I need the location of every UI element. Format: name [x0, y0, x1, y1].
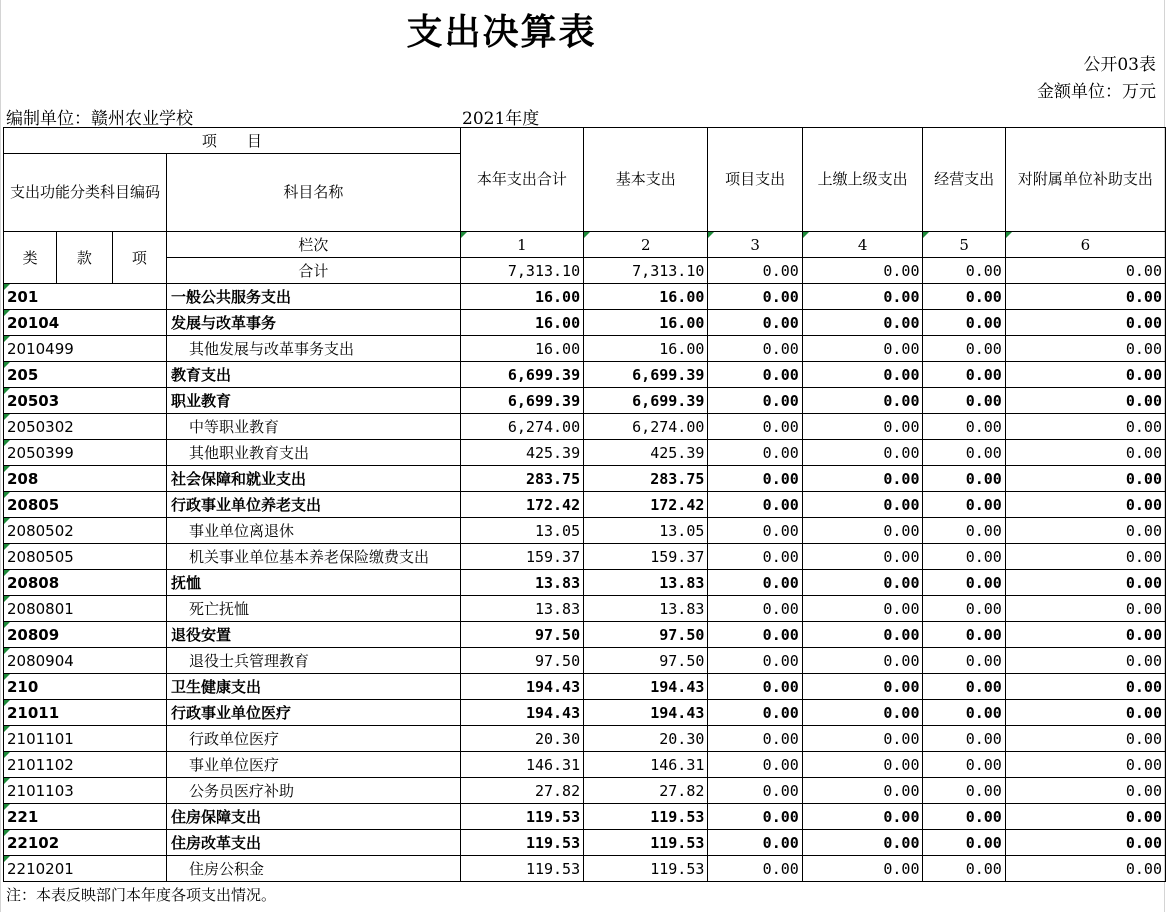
row-code: 210	[4, 674, 167, 700]
organization-label: 编制单位：赣州农业学校	[6, 109, 193, 129]
row-value-3: 0.00	[708, 414, 802, 440]
row-value-6: 0.00	[1005, 674, 1165, 700]
row-value-2: 283.75	[584, 466, 708, 492]
row-value-3: 0.00	[708, 596, 802, 622]
header-xiang: 项	[112, 232, 166, 284]
row-value-4: 0.00	[802, 466, 923, 492]
row-value-1: 159.37	[460, 544, 583, 570]
row-value-1: 119.53	[460, 856, 583, 882]
row-value-1: 172.42	[460, 492, 583, 518]
row-value-6: 0.00	[1005, 648, 1165, 674]
table-row	[4, 414, 1166, 440]
table-row	[4, 284, 1166, 310]
row-value-5: 0.00	[923, 492, 1005, 518]
row-value-3: 0.00	[708, 284, 802, 310]
row-value-6: 0.00	[1005, 362, 1165, 388]
row-value-4: 0.00	[802, 596, 923, 622]
row-value-6: 0.00	[1005, 726, 1165, 752]
row-code: 20809	[4, 622, 167, 648]
row-code: 22102	[4, 830, 167, 856]
col-number-6: 6	[1005, 232, 1165, 258]
row-value-1: 194.43	[460, 674, 583, 700]
table-row	[4, 674, 1166, 700]
row-code: 21011	[4, 700, 167, 726]
row-value-4: 0.00	[802, 674, 923, 700]
row-value-4: 0.00	[802, 518, 923, 544]
col-number-3: 3	[708, 232, 802, 258]
row-value-3: 0.00	[708, 544, 802, 570]
row-value-2: 13.83	[584, 596, 708, 622]
table-row	[4, 830, 1166, 856]
row-value-3: 0.00	[708, 466, 802, 492]
total-value-3: 0.00	[708, 258, 802, 284]
col-number-2: 2	[584, 232, 708, 258]
row-value-2: 16.00	[584, 336, 708, 362]
row-code: 2050302	[4, 414, 167, 440]
expenditure-table	[3, 127, 1166, 882]
row-value-1: 16.00	[460, 336, 583, 362]
row-value-5: 0.00	[923, 570, 1005, 596]
row-value-4: 0.00	[802, 856, 923, 882]
row-value-5: 0.00	[923, 804, 1005, 830]
row-value-6: 0.00	[1005, 544, 1165, 570]
row-subject-name: 退役安置	[167, 622, 461, 648]
row-value-2: 172.42	[584, 492, 708, 518]
row-value-5: 0.00	[923, 544, 1005, 570]
row-value-3: 0.00	[708, 336, 802, 362]
row-value-1: 283.75	[460, 466, 583, 492]
row-value-3: 0.00	[708, 570, 802, 596]
total-value-1: 7,313.10	[460, 258, 583, 284]
row-value-3: 0.00	[708, 674, 802, 700]
row-code: 2010499	[4, 336, 167, 362]
row-value-2: 13.05	[584, 518, 708, 544]
row-value-2: 97.50	[584, 648, 708, 674]
row-value-2: 119.53	[584, 830, 708, 856]
table-row	[4, 310, 1166, 336]
row-value-2: 27.82	[584, 778, 708, 804]
row-value-4: 0.00	[802, 388, 923, 414]
row-value-1: 20.30	[460, 726, 583, 752]
header-col-basic: 基本支出	[584, 128, 708, 232]
table-row	[4, 362, 1166, 388]
row-value-3: 0.00	[708, 856, 802, 882]
row-subject-name: 抚恤	[167, 570, 461, 596]
row-value-1: 97.50	[460, 648, 583, 674]
row-value-2: 146.31	[584, 752, 708, 778]
header-item: 项 目	[4, 128, 461, 154]
table-row	[4, 648, 1166, 674]
row-value-6: 0.00	[1005, 596, 1165, 622]
row-value-6: 0.00	[1005, 414, 1165, 440]
row-value-6: 0.00	[1005, 284, 1165, 310]
row-value-4: 0.00	[802, 622, 923, 648]
row-value-3: 0.00	[708, 440, 802, 466]
footnote: 注：本表反映部门本年度各项支出情况。	[6, 886, 277, 904]
row-value-2: 119.53	[584, 804, 708, 830]
row-value-5: 0.00	[923, 310, 1005, 336]
row-value-6: 0.00	[1005, 804, 1165, 830]
row-value-2: 16.00	[584, 310, 708, 336]
row-value-3: 0.00	[708, 700, 802, 726]
row-value-2: 159.37	[584, 544, 708, 570]
row-subject-name: 职业教育	[167, 388, 461, 414]
row-value-2: 119.53	[584, 856, 708, 882]
row-value-1: 13.83	[460, 570, 583, 596]
row-value-6: 0.00	[1005, 310, 1165, 336]
row-value-3: 0.00	[708, 830, 802, 856]
row-value-1: 97.50	[460, 622, 583, 648]
total-value-4: 0.00	[802, 258, 923, 284]
row-subject-name: 一般公共服务支出	[167, 284, 461, 310]
table-row	[4, 596, 1166, 622]
row-value-1: 119.53	[460, 830, 583, 856]
row-value-4: 0.00	[802, 570, 923, 596]
row-value-4: 0.00	[802, 544, 923, 570]
header-col-remit: 上缴上级支出	[802, 128, 923, 232]
total-value-5: 0.00	[923, 258, 1005, 284]
header-kuan: 款	[57, 232, 113, 284]
header-lanci: 栏次	[167, 232, 461, 258]
row-value-1: 194.43	[460, 700, 583, 726]
row-value-3: 0.00	[708, 518, 802, 544]
row-value-6: 0.00	[1005, 752, 1165, 778]
table-row	[4, 466, 1166, 492]
row-value-1: 6,274.00	[460, 414, 583, 440]
row-value-2: 194.43	[584, 674, 708, 700]
row-value-2: 16.00	[584, 284, 708, 310]
row-value-5: 0.00	[923, 674, 1005, 700]
row-value-2: 6,699.39	[584, 362, 708, 388]
row-value-4: 0.00	[802, 778, 923, 804]
header-subject-name: 科目名称	[167, 154, 461, 232]
row-value-4: 0.00	[802, 414, 923, 440]
total-value-6: 0.00	[1005, 258, 1165, 284]
row-value-1: 425.39	[460, 440, 583, 466]
row-value-5: 0.00	[923, 596, 1005, 622]
row-value-3: 0.00	[708, 388, 802, 414]
table-row	[4, 544, 1166, 570]
row-value-1: 27.82	[460, 778, 583, 804]
table-row	[4, 492, 1166, 518]
row-code: 2080801	[4, 596, 167, 622]
row-code: 2080904	[4, 648, 167, 674]
header-lei: 类	[4, 232, 57, 284]
row-subject-name: 其他职业教育支出	[167, 440, 461, 466]
table-row	[4, 778, 1166, 804]
row-value-2: 194.43	[584, 700, 708, 726]
row-value-5: 0.00	[923, 648, 1005, 674]
row-value-4: 0.00	[802, 830, 923, 856]
table-row	[4, 700, 1166, 726]
row-code: 20104	[4, 310, 167, 336]
row-value-5: 0.00	[923, 336, 1005, 362]
row-value-2: 6,274.00	[584, 414, 708, 440]
row-value-4: 0.00	[802, 492, 923, 518]
table-row	[4, 440, 1166, 466]
row-value-3: 0.00	[708, 492, 802, 518]
table-row	[4, 518, 1166, 544]
row-value-5: 0.00	[923, 622, 1005, 648]
row-value-2: 425.39	[584, 440, 708, 466]
form-code: 公开03表	[1083, 55, 1156, 75]
row-code: 20805	[4, 492, 167, 518]
row-subject-name: 事业单位离退休	[167, 518, 461, 544]
total-label: 合计	[167, 258, 461, 284]
row-value-3: 0.00	[708, 648, 802, 674]
col-number-5: 5	[923, 232, 1005, 258]
row-value-5: 0.00	[923, 414, 1005, 440]
col-number-1: 1	[460, 232, 583, 258]
row-code: 2210201	[4, 856, 167, 882]
row-value-5: 0.00	[923, 440, 1005, 466]
row-value-6: 0.00	[1005, 700, 1165, 726]
row-subject-name: 行政事业单位养老支出	[167, 492, 461, 518]
table-row	[4, 570, 1166, 596]
page-title: 支出决算表	[406, 12, 597, 53]
amount-unit: 金额单位：万元	[1037, 82, 1156, 102]
row-value-1: 119.53	[460, 804, 583, 830]
row-value-3: 0.00	[708, 804, 802, 830]
row-value-6: 0.00	[1005, 622, 1165, 648]
row-subject-name: 住房改革支出	[167, 830, 461, 856]
total-value-2: 7,313.10	[584, 258, 708, 284]
header-func-code: 支出功能分类科目编码	[4, 154, 167, 232]
row-value-1: 13.05	[460, 518, 583, 544]
row-code: 208	[4, 466, 167, 492]
row-value-1: 16.00	[460, 310, 583, 336]
row-subject-name: 公务员医疗补助	[167, 778, 461, 804]
table-row	[4, 388, 1166, 414]
row-value-5: 0.00	[923, 466, 1005, 492]
row-value-6: 0.00	[1005, 830, 1165, 856]
row-value-3: 0.00	[708, 778, 802, 804]
row-value-2: 97.50	[584, 622, 708, 648]
row-code: 2050399	[4, 440, 167, 466]
row-code: 20503	[4, 388, 167, 414]
fiscal-year: 2021年度	[462, 109, 540, 129]
row-subject-name: 机关事业单位基本养老保险缴费支出	[167, 544, 461, 570]
row-value-3: 0.00	[708, 362, 802, 388]
row-code: 20808	[4, 570, 167, 596]
row-value-6: 0.00	[1005, 466, 1165, 492]
row-subject-name: 事业单位医疗	[167, 752, 461, 778]
header-col-project: 项目支出	[708, 128, 802, 232]
row-value-1: 13.83	[460, 596, 583, 622]
row-value-5: 0.00	[923, 856, 1005, 882]
row-value-4: 0.00	[802, 804, 923, 830]
row-value-3: 0.00	[708, 622, 802, 648]
row-value-4: 0.00	[802, 648, 923, 674]
row-value-2: 13.83	[584, 570, 708, 596]
sheet-left-gridline	[0, 0, 1, 912]
row-value-4: 0.00	[802, 362, 923, 388]
row-subject-name: 退役士兵管理教育	[167, 648, 461, 674]
row-code: 2101102	[4, 752, 167, 778]
col-number-4: 4	[802, 232, 923, 258]
row-subject-name: 住房公积金	[167, 856, 461, 882]
row-value-5: 0.00	[923, 830, 1005, 856]
row-subject-name: 中等职业教育	[167, 414, 461, 440]
row-value-5: 0.00	[923, 752, 1005, 778]
row-subject-name: 行政事业单位医疗	[167, 700, 461, 726]
row-value-6: 0.00	[1005, 570, 1165, 596]
row-value-2: 20.30	[584, 726, 708, 752]
row-value-1: 6,699.39	[460, 362, 583, 388]
table-row	[4, 622, 1166, 648]
row-subject-name: 教育支出	[167, 362, 461, 388]
row-value-1: 146.31	[460, 752, 583, 778]
row-value-4: 0.00	[802, 440, 923, 466]
row-value-5: 0.00	[923, 700, 1005, 726]
row-subject-name: 卫生健康支出	[167, 674, 461, 700]
row-subject-name: 其他发展与改革事务支出	[167, 336, 461, 362]
row-value-4: 0.00	[802, 310, 923, 336]
row-value-3: 0.00	[708, 726, 802, 752]
row-subject-name: 住房保障支出	[167, 804, 461, 830]
row-code: 2101103	[4, 778, 167, 804]
row-value-3: 0.00	[708, 752, 802, 778]
header-col-operating: 经营支出	[923, 128, 1005, 232]
row-code: 2080505	[4, 544, 167, 570]
row-value-5: 0.00	[923, 284, 1005, 310]
row-value-4: 0.00	[802, 336, 923, 362]
row-code: 221	[4, 804, 167, 830]
row-value-2: 6,699.39	[584, 388, 708, 414]
row-value-6: 0.00	[1005, 440, 1165, 466]
row-code: 201	[4, 284, 167, 310]
table-row	[4, 726, 1166, 752]
row-value-5: 0.00	[923, 778, 1005, 804]
row-value-6: 0.00	[1005, 518, 1165, 544]
row-subject-name: 死亡抚恤	[167, 596, 461, 622]
row-value-4: 0.00	[802, 700, 923, 726]
row-value-4: 0.00	[802, 284, 923, 310]
row-subject-name: 发展与改革事务	[167, 310, 461, 336]
row-value-5: 0.00	[923, 362, 1005, 388]
row-value-6: 0.00	[1005, 388, 1165, 414]
row-value-6: 0.00	[1005, 778, 1165, 804]
row-value-6: 0.00	[1005, 856, 1165, 882]
row-subject-name: 行政单位医疗	[167, 726, 461, 752]
row-code: 205	[4, 362, 167, 388]
row-value-1: 6,699.39	[460, 388, 583, 414]
table-row	[4, 804, 1166, 830]
table-row	[4, 856, 1166, 882]
row-value-1: 16.00	[460, 284, 583, 310]
row-code: 2080502	[4, 518, 167, 544]
row-value-3: 0.00	[708, 310, 802, 336]
row-value-6: 0.00	[1005, 492, 1165, 518]
header-col-total: 本年支出合计	[460, 128, 583, 232]
row-code: 2101101	[4, 726, 167, 752]
table-row	[4, 752, 1166, 778]
row-value-5: 0.00	[923, 518, 1005, 544]
row-value-5: 0.00	[923, 388, 1005, 414]
table-row	[4, 336, 1166, 362]
header-col-subsidy: 对附属单位补助支出	[1005, 128, 1165, 232]
row-value-6: 0.00	[1005, 336, 1165, 362]
row-value-4: 0.00	[802, 752, 923, 778]
row-subject-name: 社会保障和就业支出	[167, 466, 461, 492]
row-value-5: 0.00	[923, 726, 1005, 752]
row-value-4: 0.00	[802, 726, 923, 752]
